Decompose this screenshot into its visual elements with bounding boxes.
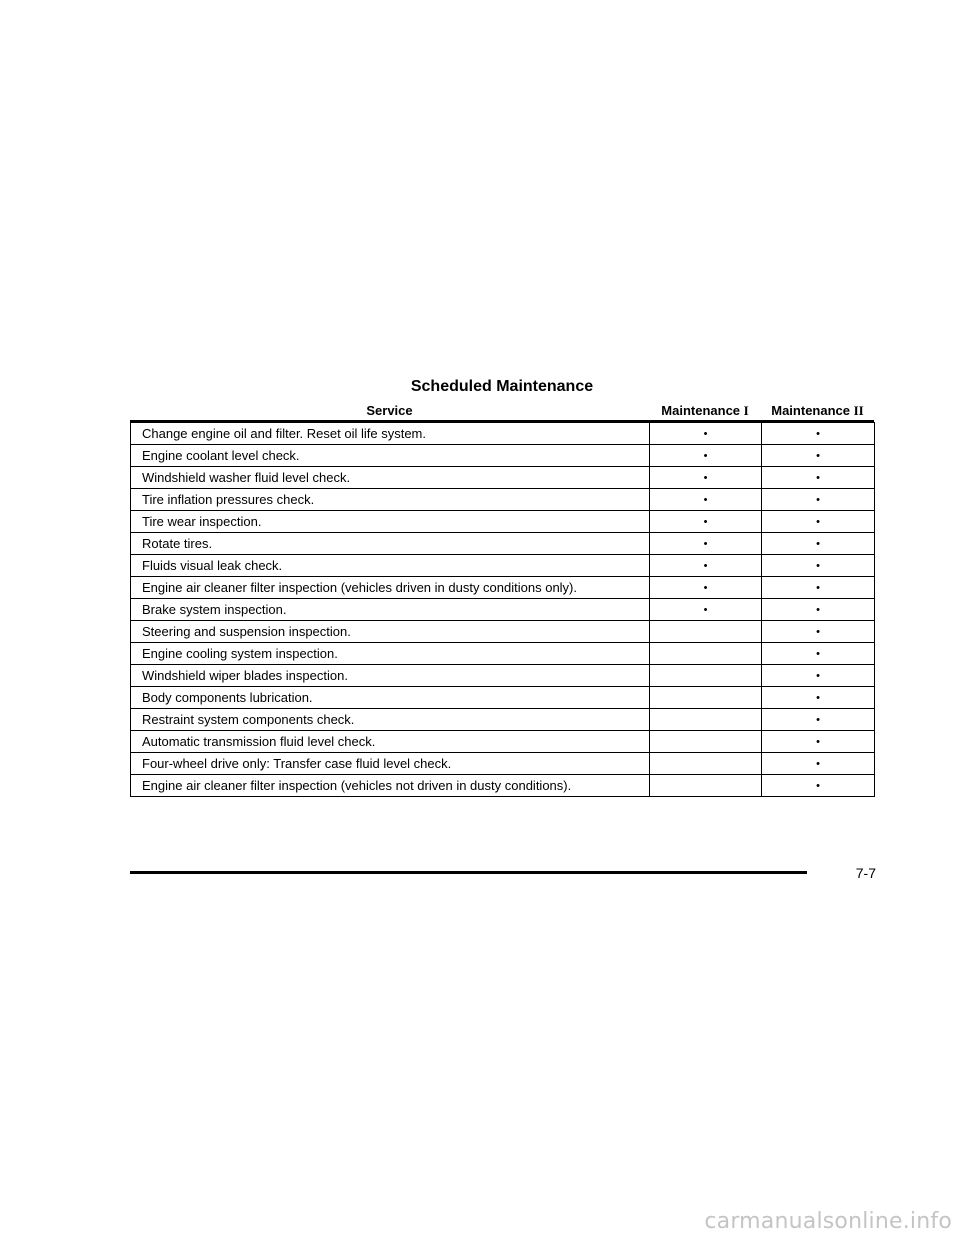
table-row [131, 709, 875, 731]
maintenance-1-cell [650, 599, 762, 621]
maintenance-1-bullet: • [703, 560, 708, 572]
table-title: Scheduled Maintenance [410, 378, 594, 395]
maintenance-table-body [131, 423, 875, 797]
maintenance-2-bullet: • [816, 780, 820, 792]
table-row [131, 599, 875, 621]
maintenance-1-bullet: • [703, 538, 708, 550]
maintenance-2-cell [762, 775, 875, 797]
maintenance-2-bullet: • [816, 538, 820, 550]
maintenance-2-cell [762, 555, 875, 577]
maintenance-2-cell [762, 467, 875, 489]
maintenance-1-cell [650, 423, 762, 445]
maintenance-2-bullet: • [816, 714, 820, 726]
maintenance-2-bullet: • [816, 692, 820, 704]
table-row [131, 643, 875, 665]
maintenance-1-cell [650, 621, 762, 643]
service-cell: Fluids visual leak check. [131, 555, 650, 577]
table-row [131, 533, 875, 555]
maintenance-2-cell [762, 599, 875, 621]
service-cell: Automatic transmission fluid level check. [131, 731, 650, 753]
service-cell: Engine coolant level check. [131, 445, 650, 467]
table-row [131, 489, 875, 511]
maintenance-1-bullet: • [703, 472, 708, 484]
maintenance-1-cell [650, 709, 762, 731]
maintenance-2-cell [762, 489, 875, 511]
maintenance-1-cell [650, 467, 762, 489]
maintenance-2-cell [762, 533, 875, 555]
service-cell: Change engine oil and filter. Reset oil life system. [131, 423, 650, 445]
maintenance-1-cell [650, 687, 762, 709]
service-cell: Brake system inspection. [131, 599, 650, 621]
maintenance-2-bullet: • [816, 560, 820, 572]
maintenance-2-cell [762, 709, 875, 731]
table-row [131, 445, 875, 467]
table-row [131, 731, 875, 753]
maintenance-2-cell [762, 665, 875, 687]
maintenance-1-cell [650, 511, 762, 533]
maintenance-2-bullet: • [816, 428, 820, 440]
maintenance-1-cell [650, 533, 762, 555]
maintenance-1-cell [650, 753, 762, 775]
maintenance-2-bullet: • [816, 736, 820, 748]
table-row [131, 775, 875, 797]
maintenance-1-bullet: • [703, 604, 708, 616]
table-row [131, 555, 875, 577]
maintenance-2-bullet: • [816, 516, 820, 528]
table-row [131, 577, 875, 599]
maintenance-2-cell [762, 731, 875, 753]
table-row [131, 423, 875, 445]
table-row [131, 665, 875, 687]
service-cell: Windshield wiper blades inspection. [131, 665, 650, 687]
maintenance-2-bullet: • [816, 648, 820, 660]
maintenance-2-cell [762, 687, 875, 709]
maintenance-2-bullet: • [816, 494, 820, 506]
maintenance-2-bullet: • [816, 582, 820, 594]
maintenance-1-cell [650, 577, 762, 599]
footer-rule [130, 871, 807, 874]
service-cell: Restraint system components check. [131, 709, 650, 731]
service-cell: Engine air cleaner filter inspection (vehicles driven in dusty conditions only). [131, 577, 650, 599]
maintenance-2-cell [762, 511, 875, 533]
maintenance-2-cell [762, 753, 875, 775]
table-header-row [130, 402, 874, 422]
table-row [131, 753, 875, 775]
table-row [131, 621, 875, 643]
maintenance-2-bullet: • [816, 450, 820, 462]
header-maintenance-2 [761, 402, 874, 420]
header-service: Service [366, 403, 413, 418]
header-maintenance-2-label: Maintenance [771, 403, 850, 418]
service-cell: Rotate tires. [131, 533, 650, 555]
header-maintenance-1-numeral: I [743, 403, 749, 418]
service-cell: Steering and suspension inspection. [131, 621, 650, 643]
table-row [131, 467, 875, 489]
maintenance-1-bullet: • [703, 428, 708, 440]
service-cell: Engine cooling system inspection. [131, 643, 650, 665]
maintenance-1-cell [650, 445, 762, 467]
service-cell: Body components lubrication. [131, 687, 650, 709]
maintenance-1-bullet: • [703, 494, 708, 506]
maintenance-1-bullet: • [703, 516, 708, 528]
maintenance-2-bullet: • [816, 472, 820, 484]
maintenance-1-bullet: • [703, 450, 708, 462]
maintenance-2-cell [762, 577, 875, 599]
maintenance-2-cell [762, 445, 875, 467]
maintenance-1-cell [650, 643, 762, 665]
page-number: 7-7 [855, 865, 876, 881]
maintenance-1-cell [650, 665, 762, 687]
header-maintenance-2-numeral: II [853, 403, 864, 418]
service-cell: Tire wear inspection. [131, 511, 650, 533]
maintenance-1-cell [650, 775, 762, 797]
table-row [131, 511, 875, 533]
header-maintenance-1 [649, 402, 761, 420]
maintenance-2-cell [762, 423, 875, 445]
maintenance-1-bullet: • [703, 582, 708, 594]
maintenance-1-cell [650, 731, 762, 753]
maintenance-2-bullet: • [816, 670, 820, 682]
maintenance-table [130, 422, 875, 797]
service-cell: Windshield washer fluid level check. [131, 467, 650, 489]
service-cell: Tire inflation pressures check. [131, 489, 650, 511]
watermark: carmanualsonline.info [704, 1209, 952, 1234]
maintenance-2-bullet: • [816, 626, 820, 638]
maintenance-2-bullet: • [816, 604, 820, 616]
maintenance-1-cell [650, 555, 762, 577]
maintenance-2-bullet: • [816, 758, 820, 770]
maintenance-2-cell [762, 643, 875, 665]
header-maintenance-1-label: Maintenance [661, 403, 741, 418]
maintenance-1-cell [650, 489, 762, 511]
table-row [131, 687, 875, 709]
service-cell: Engine air cleaner filter inspection (vehicles not driven in dusty conditions). [131, 775, 650, 797]
service-cell: Four-wheel drive only: Transfer case fluid level check. [131, 753, 650, 775]
maintenance-2-cell [762, 621, 875, 643]
